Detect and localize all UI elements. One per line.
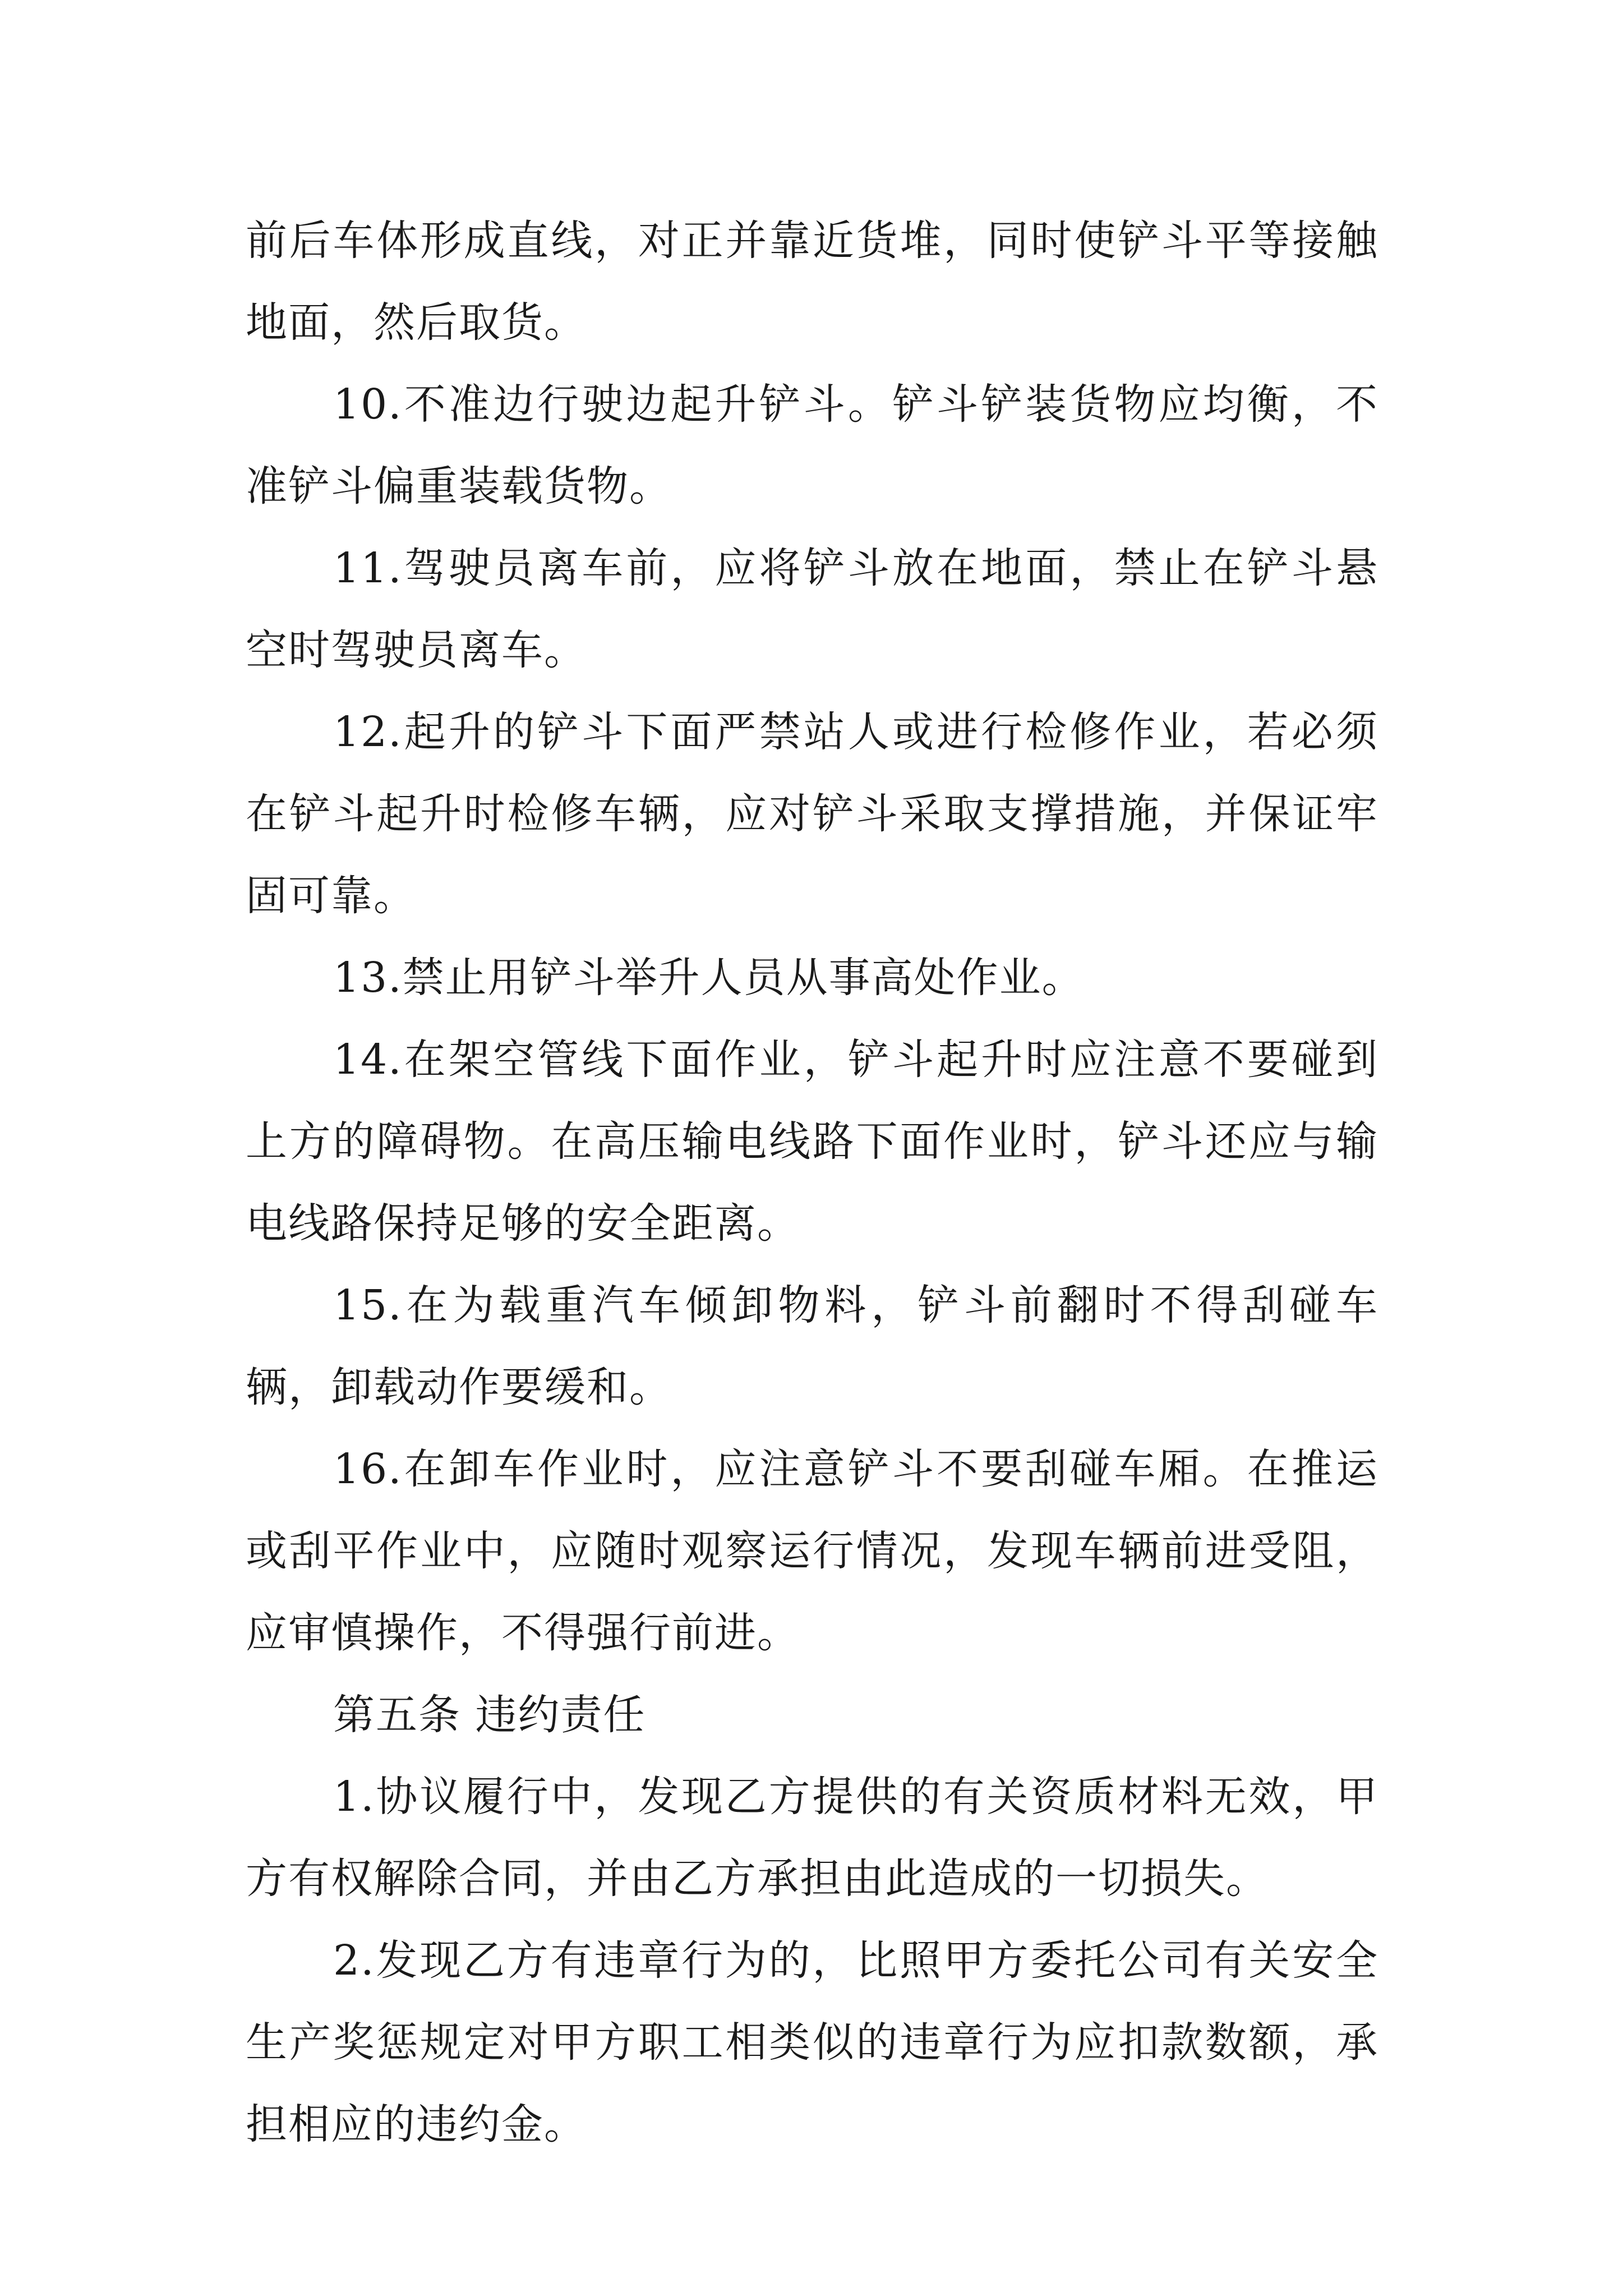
paragraph-item-16: 16.在卸车作业时，应注意铲斗不要刮碰车厢。在推运或刮平作业中，应随时观察运行情况，发现车辆前进受阻，应审慎操作，不得强行前进。	[246, 1445, 1378, 1657]
paragraph-continuation: 前后车体形成直线，对正并靠近货堆，同时使铲斗平等接触地面，然后取货。	[246, 217, 1378, 347]
section-heading-article-5: 第五条 违约责任	[333, 1691, 646, 1739]
paragraph-item-15: 15.在为载重汽车倾卸物料，铲斗前翻时不得刮碰车辆，卸载动作要缓和。	[246, 1281, 1378, 1411]
paragraph-liability-1: 1.协议履行中，发现乙方提供的有关资质材料无效，甲方有权解除合同，并由乙方承担由此造成的一切损失。	[246, 1773, 1378, 1903]
paragraph-item-12: 12.起升的铲斗下面严禁站人或进行检修作业，若必须在铲斗起升时检修车辆，应对铲斗采取支撑措施，并保证牢固可靠。	[246, 708, 1378, 920]
paragraph-item-11: 11.驾驶员离车前，应将铲斗放在地面，禁止在铲斗悬空时驾驶员离车。	[246, 544, 1378, 674]
paragraph-item-13: 13.禁止用铲斗举升人员从事高处作业。	[333, 954, 1085, 1002]
paragraph-item-14: 14.在架空管线下面作业，铲斗起升时应注意不要碰到上方的障碍物。在高压输电线路下面作业时，铲斗还应与输电线路保持足够的安全距离。	[246, 1036, 1378, 1248]
paragraph-item-10: 10.不准边行驶边起升铲斗。铲斗铲装货物应均衡，不准铲斗偏重装载货物。	[246, 380, 1378, 510]
document-body	[246, 200, 1378, 2165]
paragraph-liability-2: 2.发现乙方有违章行为的，比照甲方委托公司有关安全生产奖惩规定对甲方职工相类似的违章行为应扣款数额，承担相应的违约金。	[246, 1936, 1378, 2148]
